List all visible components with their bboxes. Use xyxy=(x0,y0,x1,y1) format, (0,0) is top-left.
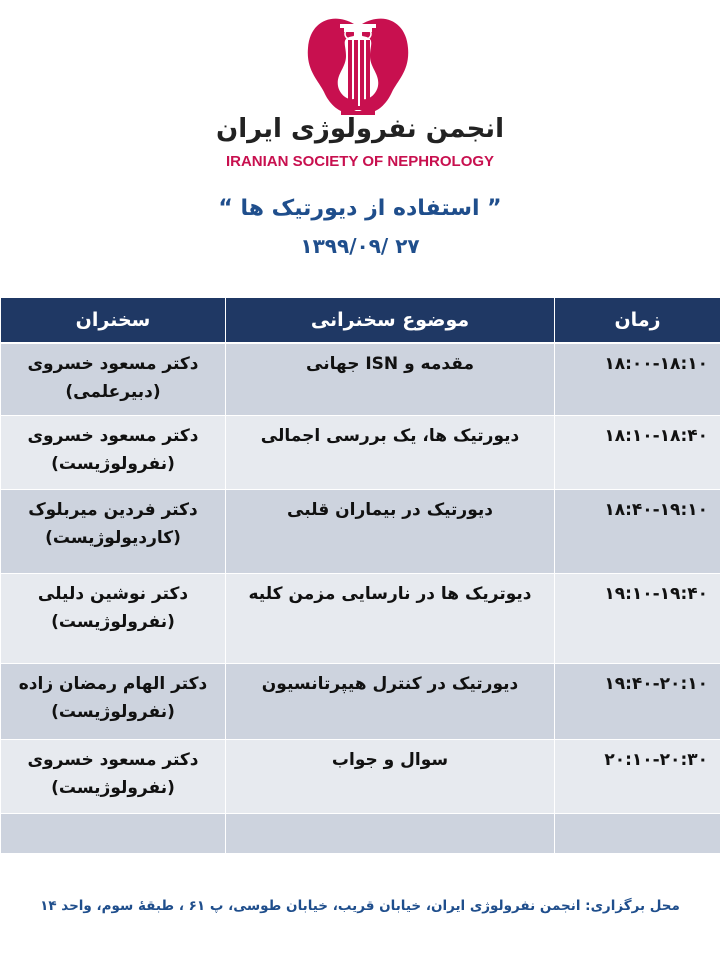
speaker-role: (نفرولوژیست) xyxy=(51,777,175,798)
speaker-cell xyxy=(1,489,226,573)
time-cell: ۱۸:۴۰-۱۹:۱۰ xyxy=(555,489,720,573)
speaker-role: (دبیرعلمی) xyxy=(65,382,161,402)
speaker-cell xyxy=(1,663,226,739)
column-header-topic: موضوع سخنرانی xyxy=(226,298,555,344)
speaker-cell xyxy=(1,343,226,415)
speaker-cell xyxy=(1,573,226,663)
topic-cell: مقدمه و ISN جهانی xyxy=(226,343,555,415)
speaker-name: دکتر نوشین دلیلی xyxy=(37,583,189,604)
page-title: ” استفاده از دیورتیک ها “ xyxy=(218,196,502,221)
speaker-role: (کاردیولوژیست) xyxy=(45,527,181,548)
topic-cell xyxy=(226,813,555,853)
topic-cell: دیوتریک ها در نارسایی مزمن کلیه xyxy=(226,573,555,663)
table-row xyxy=(1,343,720,415)
speaker-name: دکتر مسعود خسروی xyxy=(27,425,199,446)
speaker-name: دکتر الهام رمضان زاده xyxy=(18,673,208,694)
speaker-role: (نفرولوژیست) xyxy=(51,611,175,632)
table-header-row xyxy=(1,298,720,344)
speaker-cell xyxy=(1,739,226,813)
table-row xyxy=(1,813,720,853)
time-cell xyxy=(555,813,720,853)
logo-text-fa: انجمن نفرولوژی ایران xyxy=(216,114,504,144)
event-date: ۱۳۹۹/۰۹/ ۲۷ xyxy=(300,234,420,258)
time-cell: ۱۸:۱۰-۱۸:۴۰ xyxy=(555,415,720,489)
logo xyxy=(0,0,720,180)
venue-footer: محل برگزاری: انجمن نفرولوژی ایران، خیابان قریب، خیابان طوسی، پ ۶۱ ، طبقهٔ سوم، واحد ۱۴ xyxy=(40,898,680,914)
speaker-name: دکتر فردین میربلوک xyxy=(28,499,198,520)
time-cell: ۱۸:۰۰-۱۸:۱۰ xyxy=(555,343,720,415)
kidney-column-logo-icon xyxy=(304,14,412,118)
column-header-speaker: سخنران xyxy=(1,298,226,344)
schedule-table xyxy=(0,297,720,854)
speaker-role: (نفرولوژیست) xyxy=(51,453,175,474)
logo-text-en: IRANIAN SOCIETY OF NEPHROLOGY xyxy=(225,153,495,170)
speaker-cell xyxy=(1,415,226,489)
speaker-cell xyxy=(1,813,226,853)
topic-cell: دیورتیک ها، یک بررسی اجمالی xyxy=(226,415,555,489)
topic-cell: دیورتیک در کنترل هیپرتانسیون xyxy=(226,663,555,739)
topic-cell: دیورتیک در بیماران قلبی xyxy=(226,489,555,573)
speaker-name: دکتر مسعود خسروی xyxy=(27,354,199,374)
topic-cell: سوال و جواب xyxy=(226,739,555,813)
table-row xyxy=(1,415,720,489)
speaker-role: (نفرولوژیست) xyxy=(51,701,175,722)
table-row xyxy=(1,739,720,813)
column-header-time: زمان xyxy=(555,298,720,344)
table-row xyxy=(1,663,720,739)
time-cell: ۲۰:۱۰-۲۰:۳۰ xyxy=(555,739,720,813)
time-cell: ۱۹:۱۰-۱۹:۴۰ xyxy=(555,573,720,663)
speaker-name: دکتر مسعود خسروی xyxy=(27,749,199,770)
table-row xyxy=(1,489,720,573)
table-row xyxy=(1,573,720,663)
time-cell: ۱۹:۴۰-۲۰:۱۰ xyxy=(555,663,720,739)
